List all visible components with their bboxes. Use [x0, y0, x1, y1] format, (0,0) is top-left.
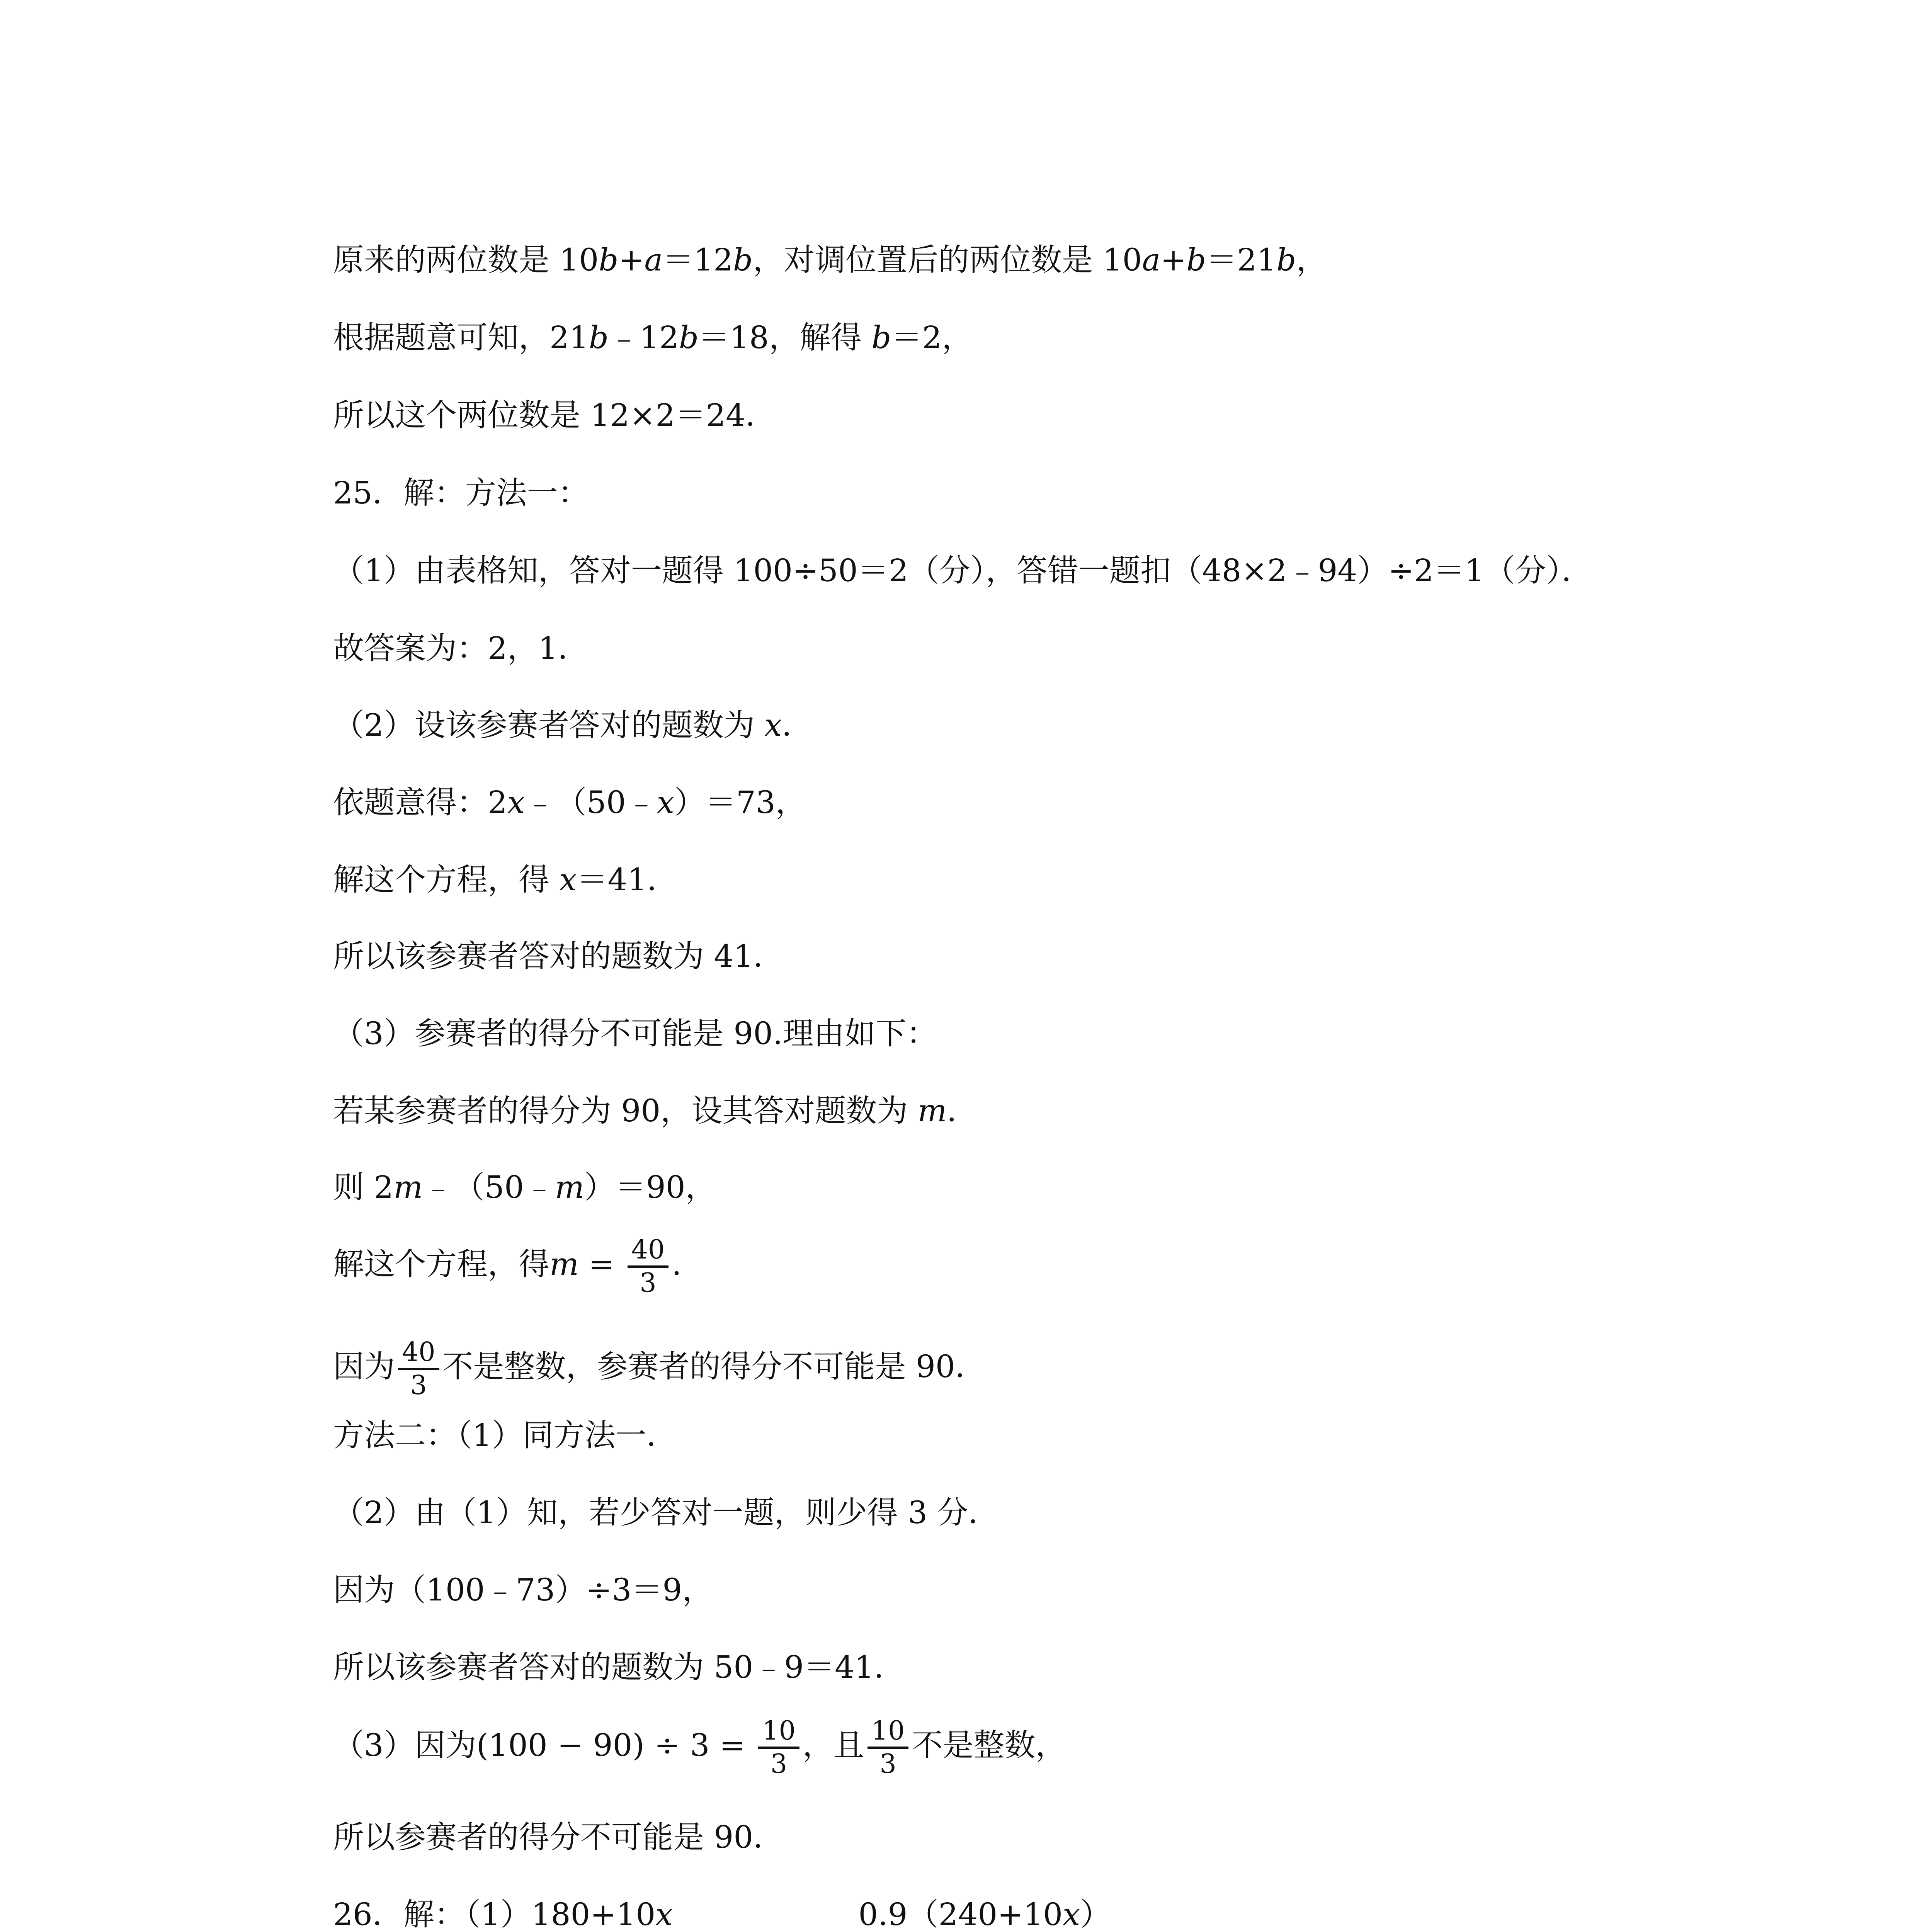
- solution-line-21: 所以参赛者的得分不可能是 90．: [333, 1819, 784, 1855]
- question-26-heading: 26．解：（1）180+10x 0.9（240+10x）: [333, 1896, 1111, 1932]
- solution-line-9: 解这个方程，得 x＝41．: [333, 862, 678, 898]
- solution-line-18: 因为（100﹣73）÷3＝9，: [333, 1572, 713, 1608]
- solution-line-15: 因为 $\frac{40}{3}$ 不是整数，参赛者的得分不可能是 90．: [333, 1337, 986, 1401]
- fraction: $\frac{40}{3}$: [398, 1337, 439, 1401]
- question-25-heading: 25．解：方法一：: [333, 475, 589, 511]
- solution-line-3: 所以这个两位数是 12×2＝24．: [333, 397, 776, 433]
- solution-line-6: 故答案为：2，1．: [333, 630, 589, 666]
- solution-line-2: 根据题意可知，21b﹣12b＝18，解得 b＝2，: [333, 320, 973, 355]
- solution-line-17: （2）由（1）知，若少答对一题，则少得 3 分．: [333, 1495, 999, 1531]
- solution-line-19: 所以该参赛者答对的题数为 50﹣9＝41．: [333, 1649, 905, 1685]
- method-two-heading: 方法二：（1）同方法一．: [333, 1417, 677, 1453]
- solution-line-10: 所以该参赛者答对的题数为 41．: [333, 938, 784, 974]
- solution-line-5: （1）由表格知，答对一题得 100÷50＝2（分），答错一题扣（48×2﹣94）÷2＝1（分）．: [333, 553, 1593, 588]
- solution-line-20: （3）因为(100 − 90) ÷ 3 = $\frac{10}{3}$ ，且 $\frac{10}{3}$ 不是整数，: [333, 1716, 1067, 1779]
- solution-line-13: 则 2m﹣（50﹣m）＝90，: [333, 1169, 716, 1205]
- solution-line-7: （2）设该参赛者答对的题数为 x．: [333, 707, 813, 743]
- fraction: $\frac{10}{3}$: [867, 1716, 909, 1780]
- solution-line-14: 解这个方程，得m = $\frac{40}{3}$ .: [333, 1235, 682, 1298]
- solution-line-11: （3）参赛者的得分不可能是 90.理由如下：: [333, 1015, 937, 1051]
- solution-line-12: 若某参赛者的得分为 90，设其答对题数为 m．: [333, 1093, 978, 1129]
- fraction: $\frac{10}{3}$: [758, 1716, 799, 1780]
- solution-line-8: 依题意得：2x﹣（50﹣x）＝73，: [333, 784, 806, 820]
- fraction: $\frac{40}{3}$: [628, 1235, 669, 1299]
- solution-line-1: 原来的两位数是 10b+a＝12b，对调位置后的两位数是 10a+b＝21b，: [333, 242, 1327, 278]
